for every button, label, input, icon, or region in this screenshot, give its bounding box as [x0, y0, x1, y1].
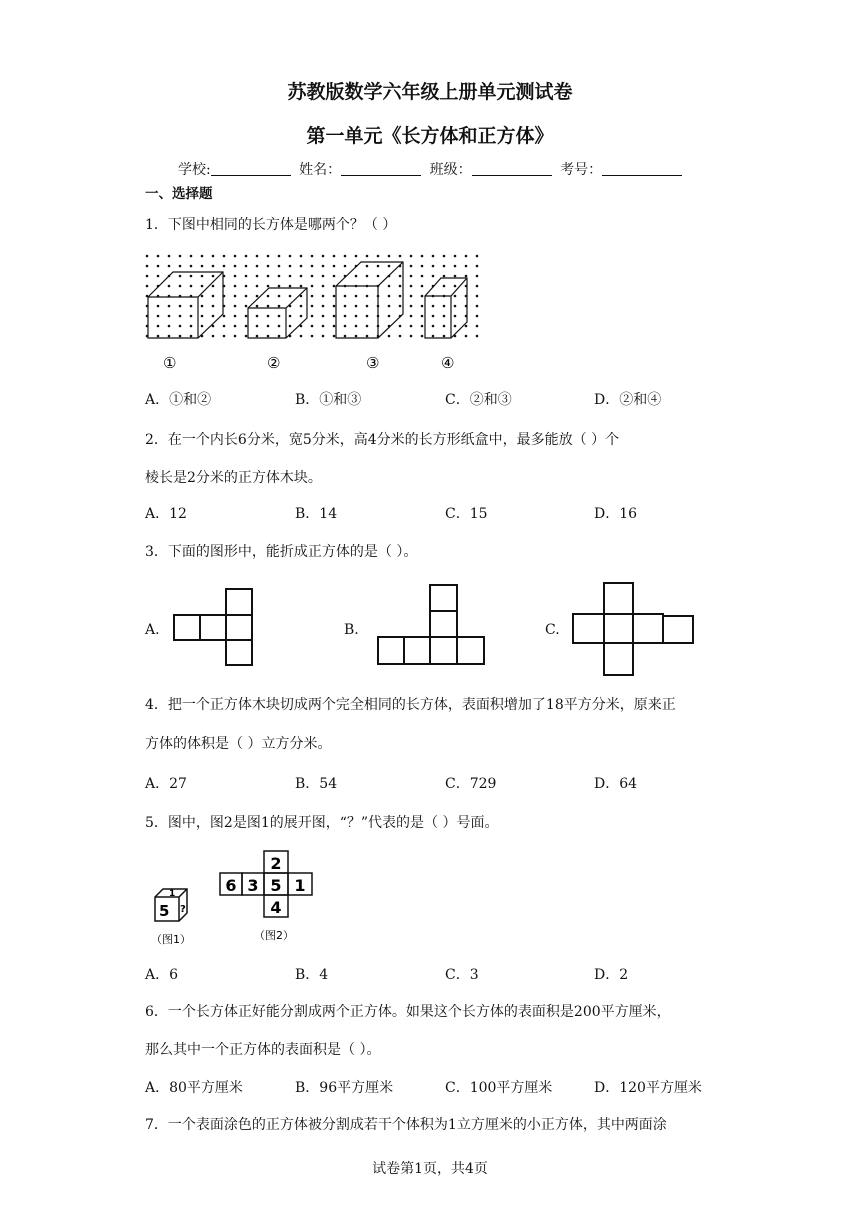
q6-option-a[interactable]: A．80平方厘米 — [145, 1080, 243, 1096]
q1-option-c[interactable]: C．②和③ — [445, 392, 512, 408]
q1-figure-label-1: ① — [163, 354, 177, 372]
section-heading: 一、选择题 — [145, 186, 213, 202]
q3-net-c — [570, 580, 698, 678]
q6-option-d[interactable]: D．120平方厘米 — [594, 1080, 702, 1096]
question-6-line-1: 6．一个长方体正好能分割成两个正方体。如果这个长方体的表面积是200平方厘米， — [145, 1004, 671, 1020]
q4-option-c[interactable]: C．729 — [445, 776, 497, 792]
school-blank — [211, 161, 291, 176]
q3-option-b[interactable]: B. — [344, 622, 359, 638]
class-label: 班级： — [429, 162, 472, 178]
question-6-line-2: 那么其中一个正方体的表面积是（ ）。 — [145, 1042, 381, 1058]
question-5: 5．图中，图2是图1的展开图，“？”代表的是（ ）号面。 — [145, 815, 499, 831]
q5-option-b[interactable]: B．4 — [295, 967, 329, 983]
q4-option-a[interactable]: A．27 — [145, 776, 187, 792]
question-3: 3．下面的图形中，能折成正方体的是（ ）。 — [145, 544, 418, 560]
question-7-line-1: 7．一个表面涂色的正方体被分割成若干个体积为1立方厘米的小正方体，其中两面涂 — [145, 1117, 667, 1133]
q2-option-d[interactable]: D．16 — [594, 506, 638, 522]
student-info — [178, 159, 686, 179]
q2-option-c[interactable]: C．15 — [445, 506, 488, 522]
q5-figure-1-cube — [145, 880, 205, 950]
school-label: 学校: — [178, 162, 211, 178]
name-label: 姓名： — [299, 162, 342, 178]
q4-option-d[interactable]: D．64 — [594, 776, 638, 792]
q5-option-c[interactable]: C．3 — [445, 967, 479, 983]
q5-cube-face-top: 1 — [169, 889, 176, 899]
q2-option-b[interactable]: B．14 — [295, 506, 338, 522]
page-footer: 试卷第1页，共4页 — [372, 1161, 488, 1177]
q3-option-a[interactable]: A. — [145, 622, 160, 638]
q5-figure-2-label: （图2） — [254, 929, 294, 942]
page-title: 苏教版数学六年级上册单元测试卷 — [287, 81, 573, 103]
q5-net-cell-2: 3 — [247, 876, 259, 895]
q5-figure-2-net — [218, 848, 328, 948]
class-blank — [472, 161, 552, 176]
q5-net-cell-bottom: 4 — [270, 898, 282, 917]
q3-net-a — [172, 586, 258, 668]
exam-no-label: 考号： — [560, 162, 603, 178]
page-subtitle: 第一单元《长方体和正方体》 — [306, 125, 554, 147]
q3-net-b — [376, 582, 488, 668]
q1-option-b[interactable]: B．①和③ — [295, 392, 362, 408]
q1-figure-label-3: ③ — [366, 354, 380, 372]
question-4-line-1: 4．把一个正方体木块切成两个完全相同的长方体，表面积增加了18平方分米，原来正 — [145, 697, 676, 713]
q5-figure-1-label: （图1） — [151, 933, 191, 946]
q5-net-cell-top: 2 — [270, 854, 282, 873]
q2-option-a[interactable]: A．12 — [145, 506, 187, 522]
exam-no-blank — [602, 161, 682, 176]
q5-cube-face-front: 5 — [159, 902, 170, 920]
q5-net-cell-3: 5 — [270, 876, 282, 895]
q1-figure-label-2: ② — [267, 354, 281, 372]
q1-option-a[interactable]: A．①和② — [145, 392, 212, 408]
q4-option-b[interactable]: B．54 — [295, 776, 338, 792]
q5-net-cell-4: 1 — [294, 876, 306, 895]
q1-figure-label-4: ④ — [441, 354, 455, 372]
q6-option-b[interactable]: B．96平方厘米 — [295, 1080, 394, 1096]
name-blank — [341, 161, 421, 176]
q5-cube-face-side: ? — [180, 904, 186, 915]
q6-option-c[interactable]: C．100平方厘米 — [445, 1080, 553, 1096]
question-2-line-1: 2．在一个内长6分米，宽5分米，高4分米的长方形纸盒中，最多能放（ ）个 — [145, 432, 620, 448]
q3-option-c[interactable]: C. — [545, 622, 560, 638]
q5-option-a[interactable]: A．6 — [145, 967, 179, 983]
question-2-line-2: 棱长是2分米的正方体木块。 — [145, 470, 322, 486]
q5-net-cell-1: 6 — [225, 876, 237, 895]
q5-option-d[interactable]: D．2 — [594, 967, 629, 983]
q1-option-d[interactable]: D．②和④ — [594, 392, 662, 408]
question-4-line-2: 方体的体积是（ ）立方分米。 — [145, 736, 332, 752]
question-1: 1．下图中相同的长方体是哪两个？（ ） — [145, 217, 397, 233]
q1-dot-grid-figure — [143, 252, 483, 372]
